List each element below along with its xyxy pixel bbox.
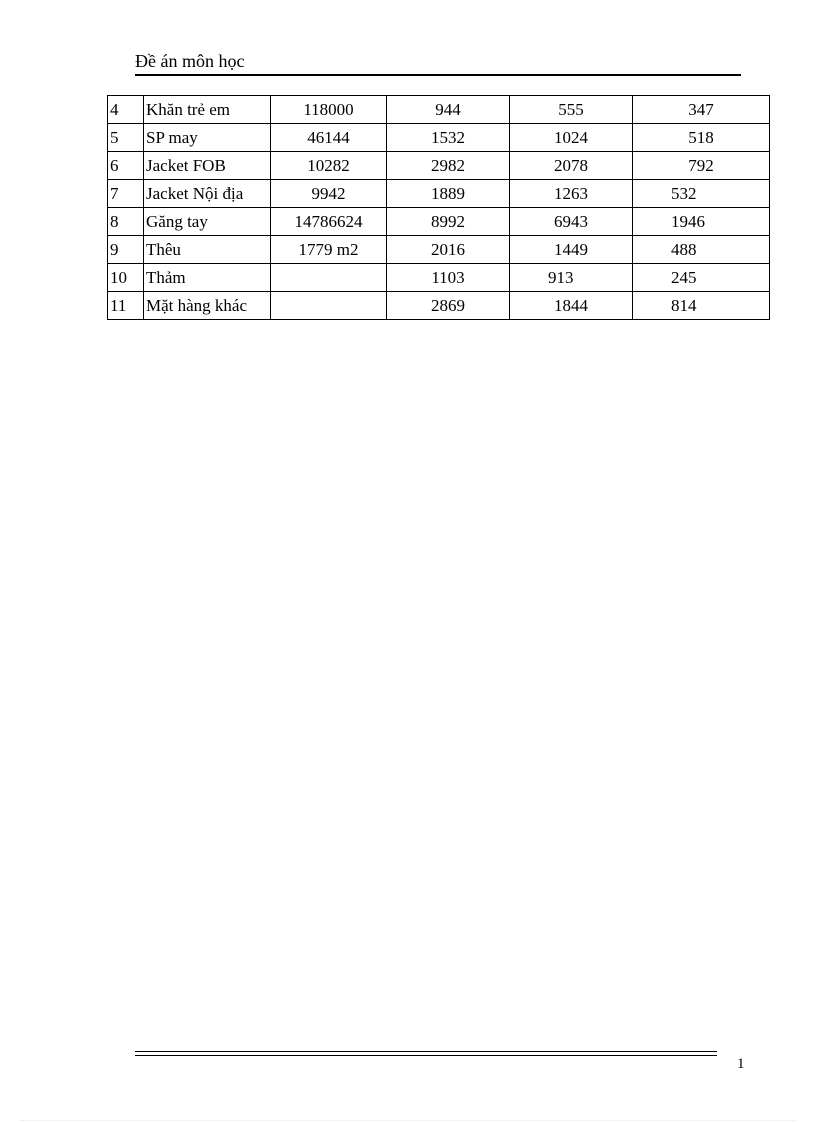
value-cell-1: 1889 xyxy=(387,180,510,208)
product-name: SP may xyxy=(144,124,271,152)
table-row xyxy=(108,264,770,292)
value-cell-1: 1103 xyxy=(387,264,510,292)
row-index: 10 xyxy=(108,264,144,292)
value-cell-2: 6943 xyxy=(510,208,633,236)
value-cell-2: 1844 xyxy=(510,292,633,320)
value-cell-3: 518 xyxy=(633,124,770,152)
table-row xyxy=(108,180,770,208)
value-cell-2: 1449 xyxy=(510,236,633,264)
value-cell-3: 532 xyxy=(633,180,770,208)
table-row xyxy=(108,236,770,264)
value-cell-1: 2982 xyxy=(387,152,510,180)
quantity-cell: 9942 xyxy=(271,180,387,208)
product-name: Thảm xyxy=(144,264,271,292)
value-cell-3: 488 xyxy=(633,236,770,264)
value-cell-2: 1024 xyxy=(510,124,633,152)
row-index: 9 xyxy=(108,236,144,264)
value-cell-2: 2078 xyxy=(510,152,633,180)
product-name: Jacket FOB xyxy=(144,152,271,180)
row-index: 8 xyxy=(108,208,144,236)
row-index: 7 xyxy=(108,180,144,208)
product-name: Jacket Nội địa xyxy=(144,180,271,208)
value-cell-1: 2869 xyxy=(387,292,510,320)
value-cell-3: 1946 xyxy=(633,208,770,236)
value-cell-3: 347 xyxy=(633,96,770,124)
value-cell-3: 245 xyxy=(633,264,770,292)
quantity-cell xyxy=(271,292,387,320)
product-name: Thêu xyxy=(144,236,271,264)
value-cell-2: 1263 xyxy=(510,180,633,208)
table-row xyxy=(108,96,770,124)
value-cell-1: 944 xyxy=(387,96,510,124)
table-row xyxy=(108,152,770,180)
page-number: 1 xyxy=(737,1056,745,1072)
product-name: Mặt hàng khác xyxy=(144,292,271,320)
value-cell-2: 555 xyxy=(510,96,633,124)
value-cell-3: 814 xyxy=(633,292,770,320)
quantity-cell: 46144 xyxy=(271,124,387,152)
document-title: Đề án môn học xyxy=(135,51,245,71)
page-header xyxy=(135,50,741,76)
row-index: 5 xyxy=(108,124,144,152)
table-row xyxy=(108,292,770,320)
footer-divider xyxy=(135,1051,717,1056)
quantity-cell: 1779 m2 xyxy=(271,236,387,264)
quantity-cell: 14786624 xyxy=(271,208,387,236)
row-index: 11 xyxy=(108,292,144,320)
page-bottom-edge xyxy=(20,1120,796,1121)
quantity-cell xyxy=(271,264,387,292)
table-row xyxy=(108,124,770,152)
value-cell-1: 1532 xyxy=(387,124,510,152)
value-cell-1: 8992 xyxy=(387,208,510,236)
quantity-cell: 10282 xyxy=(271,152,387,180)
value-cell-3: 792 xyxy=(633,152,770,180)
quantity-cell: 118000 xyxy=(271,96,387,124)
row-index: 4 xyxy=(108,96,144,124)
row-index: 6 xyxy=(108,152,144,180)
data-table xyxy=(107,95,770,320)
value-cell-2: 913 xyxy=(510,264,633,292)
product-name: Găng tay xyxy=(144,208,271,236)
table-row xyxy=(108,208,770,236)
value-cell-1: 2016 xyxy=(387,236,510,264)
product-name: Khăn trẻ em xyxy=(144,96,271,124)
